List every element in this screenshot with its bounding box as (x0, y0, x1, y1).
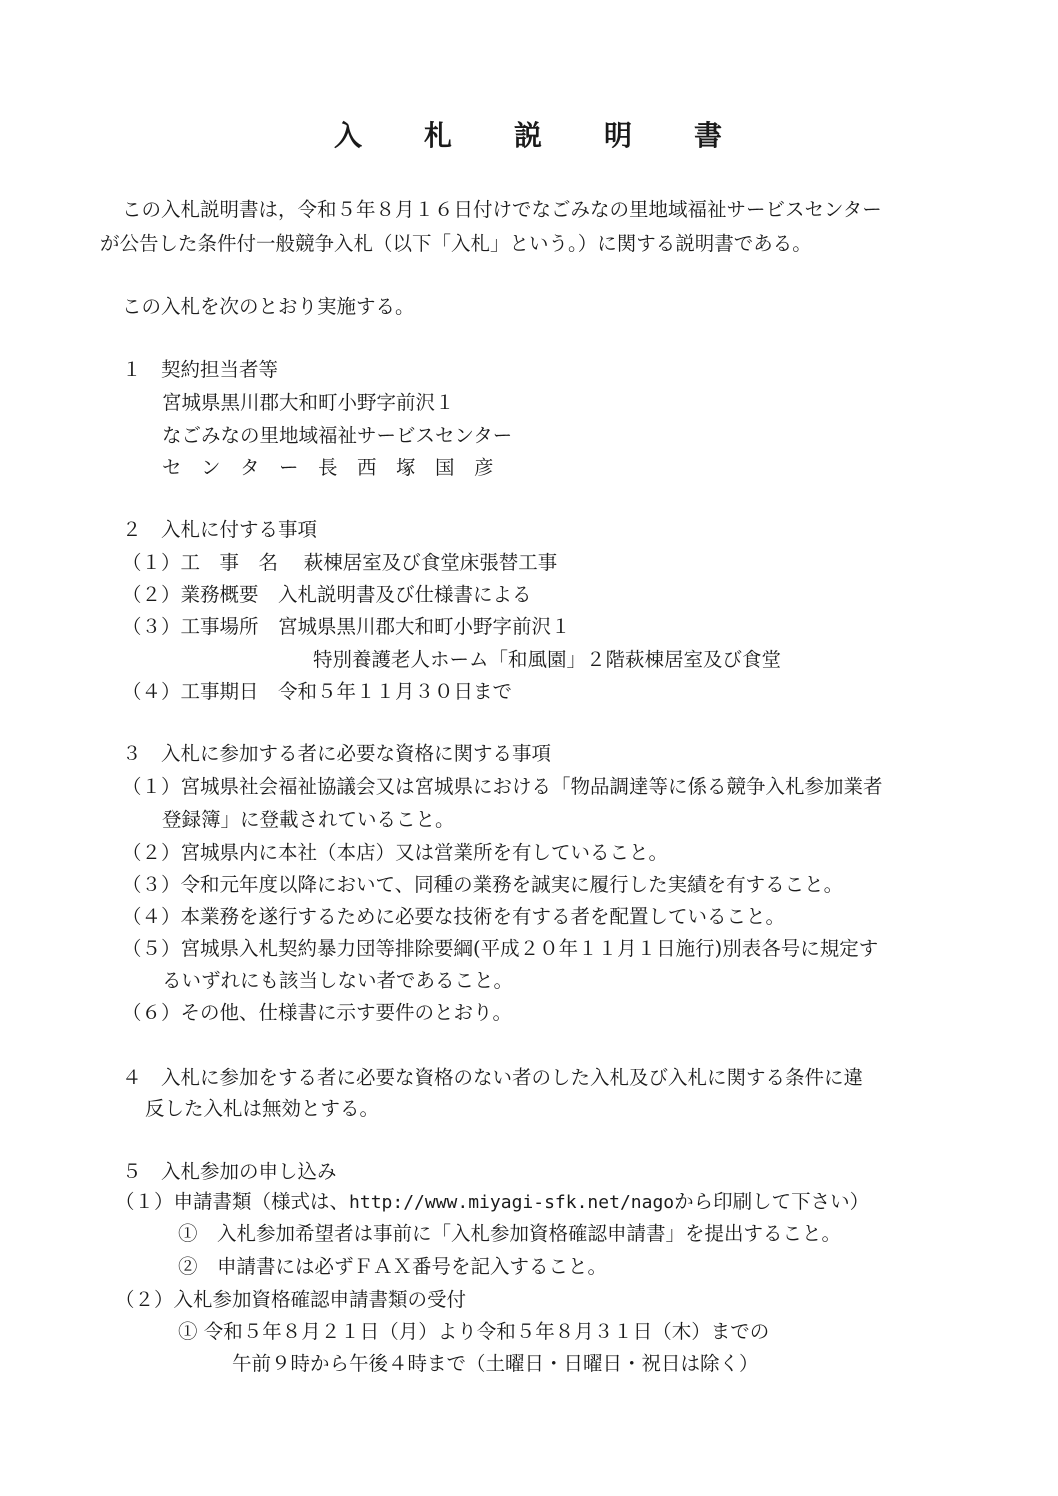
section2-item-3: （３）工事場所 宮城県黒川郡大和町小野字前沢１ (122, 615, 571, 638)
section5-sub-3-continuation: 午前９時から午後４時まで（土曜日・日曜日・祝日は除く） (232, 1352, 759, 1375)
section5-item-2: （２）入札参加資格確認申請書類の受付 (115, 1288, 467, 1311)
section2-item-3-continuation: 特別養護老人ホーム「和風園」２階萩棟居室及び食堂 (313, 648, 782, 671)
section1-address: 宮城県黒川郡大和町小野字前沢１ (162, 391, 455, 414)
intro-line-3: この入札を次のとおり実施する。 (122, 295, 415, 318)
section3-item-4: （４）本業務を遂行するために必要な技術を有する者を配置していること。 (122, 905, 786, 928)
section3-item-5: （５）宮城県入札契約暴力団等排除要綱(平成２０年１１月１日施行)別表各号に規定す (122, 937, 879, 960)
application-form-url[interactable]: http://www.miyagi-sfk.net/nago (349, 1192, 675, 1213)
intro-line-1: この入札説明書は，令和５年８月１６日付けでなごみなの里地域福祉サービスセンター (122, 198, 882, 221)
section3-item-1: （１）宮城県社会福祉協議会又は宮城県における「物品調達等に係る競争入札参加業者 (122, 775, 883, 798)
section2-item-4: （４）工事期日 令和５年１１月３０日まで (122, 680, 513, 703)
section1-organization: なごみなの里地域福祉サービスセンター (162, 424, 513, 447)
section4-line-2: 反した入札は無効とする。 (145, 1097, 380, 1120)
section3-item-3: （３）令和元年度以降において、同種の業務を誠実に履行した実績を有すること。 (122, 873, 844, 896)
section3-heading: ３ 入札に参加する者に必要な資格に関する事項 (122, 742, 552, 765)
section3-item-5-continuation: るいずれにも該当しない者であること。 (162, 969, 514, 992)
section2-item-1: （１）工 事 名 萩棟居室及び食堂床張替工事 (122, 551, 558, 574)
section5-item-1-prefix: （１）申請書類（様式は、 (115, 1190, 350, 1213)
section5-heading: ５ 入札参加の申し込み (122, 1160, 337, 1183)
section1-heading: １ 契約担当者等 (122, 358, 279, 381)
section2-item-2: （２）業務概要 入札説明書及び仕様書による (122, 583, 532, 606)
section4-line-1: ４ 入札に参加をする者に必要な資格のない者のした入札及び入札に関する条件に違 (122, 1066, 864, 1089)
section5-sub-3: ① 令和５年８月２１日（月）より令和５年８月３１日（木）までの (178, 1320, 770, 1343)
section5-sub-1: ① 入札参加希望者は事前に「入札参加資格確認申請書」を提出すること。 (178, 1222, 842, 1245)
section3-item-1-continuation: 登録簿」に登載されていること。 (162, 808, 455, 831)
section5-item-1-suffix: から印刷して下さい） (674, 1190, 870, 1213)
document-title: 入 札 説 明 書 (333, 119, 724, 152)
section1-representative: セ ン タ ー 長 西 塚 国 彦 (162, 456, 494, 479)
section5-item-1 (115, 1190, 869, 1215)
section3-item-6: （６）その他、仕様書に示す要件のとおり。 (122, 1001, 513, 1024)
intro-line-2: が公告した条件付一般競争入札（以下「入札」という。）に関する説明書である。 (100, 232, 812, 255)
section2-heading: ２ 入札に付する事項 (122, 518, 318, 541)
section3-item-2: （２）宮城県内に本社（本店）又は営業所を有していること。 (122, 841, 669, 864)
section5-sub-2: ② 申請書には必ずＦＡＸ番号を記入すること。 (178, 1255, 608, 1278)
